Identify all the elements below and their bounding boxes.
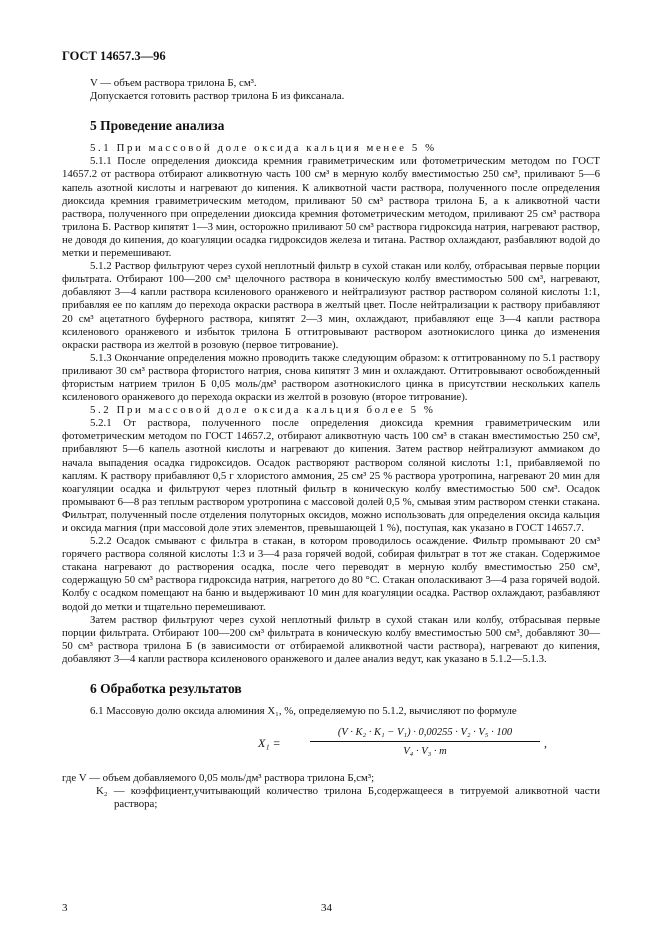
variable-definitions	[62, 772, 600, 811]
definition-v: где V — объем добавляемого 0,05 моль/дм³ раствора трилона Б,см³;	[62, 772, 375, 785]
paragraph-5-1-3: 5.1.3 Окончание определения можно проводить также следующим образом: к оттитрованному по 5.1 раствору приливают 30 см³ раствора фтористого натрия, снова кипятят 3 мин и охлаждают. Оттитровывают освобожденный фтористым натрием трилон Б 0,05 моль/дм³ раствором азотнокислого цинка в присутствии нескольких капель ксиленового оранжевого до перехода окраски из желтой в розовую (второе титрование).	[62, 351, 600, 404]
formula-x1	[62, 724, 600, 766]
page-number: 34	[321, 902, 332, 914]
document-header: ГОСТ 14657.3—96	[62, 49, 166, 63]
subsection-5-1-heading: 5.1 При массовой доле оксида кальция менее 5 %	[90, 142, 437, 155]
formula-denominator: V₄ · V₃ · m	[403, 746, 447, 758]
paragraph-5-2-2: 5.2.2 Осадок смывают с фильтра в стакан, в котором проводилось осаждение. Фильтр промывают 20 см³ горячего раствора соляной кислоты 1:3 и 3—4 раза горячей водой, собирая фильтрат в тот же стакан. Содержимое стакана нагревают до растворения осадка, после чего переводят в мерную колбу вместимостью 250 см³, содержащую 50 см³ раствора гидроксида натрия, нагретого до 80 °С. Стакан ополаскивают 3—4 раза горячей водой. Колбу с осадком помещают на баню и выдерживают 10 мин для коагуляции осадка. Раствор охлаждают, разбавляют водой до метки и тщательно перемешивают.	[62, 535, 600, 613]
paragraph-filtration: Затем раствор фильтруют через сухой неплотный фильтр в сухой стакан или колбу, отбрасывая первые порции фильтрата. Отбирают 100—200 см³ фильтрата в коническую колбу вместимостью 500 см³, добавляют 30—50 см³ раствора трилона Б (в зависимости от отбираемой аликвотной части раствора), нагревают до кипения, добавляют 3—4 капли раствора ксиленового оранжевого и далее анализ ведут, как указано в 5.1.2—5.1.3.	[62, 613, 600, 665]
subsection-5-2-heading: 5.2 При массовой доле оксида кальция более 5 %	[90, 404, 436, 417]
intro-line: V — объем раствора трилона Б, см³.	[90, 77, 257, 89]
paragraph-5-1-2: 5.1.2 Раствор фильтруют через сухой неплотный фильтр в сухой стакан или колбу, отбрасывая первые порции фильтрата. Отбирают 100—200 см³ щелочного раствора в коническую колбу вместимостью 500 см³, нагревают, добавляют 3—4 капли раствора ксиленового оранжевого и нейтрализуют раствор раствором соляной кислоты 1:1, прибавляя ее по каплям до перехода окраски раствора в желтый цвет. После нейтрализации к раствору прибавляют 20 см³ ацетатного буферного раствора, кипятят 2—3 мин, охлаждают, прибавляют еще 3—4 капли раствора ксиленового оранжевого и избыток трилона Б оттитровывают раствором азотнокислого цинка до изменения окраски раствора из желтой в розовую (первое титрование).	[62, 260, 600, 351]
formula-lhs: X₁ =	[258, 736, 281, 751]
footer-left-mark: 3	[62, 902, 68, 914]
document-body	[62, 77, 600, 812]
paragraph-5-2-1: 5.2.1 От раствора, полученного после определения диоксида кремния гравиметрическим или фотометрическим методом по ГОСТ 14657.2, отбирают аликвотную часть 100 см³ в стакан вместимостью 250 см³, прибавляют 5—6 капель азотной кислоты и нагревают до кипения. Затем раствор нейтрализуют аммиаком до начала выпадения осадка гидроксидов. Осадок растворяют раствором соляной кислоты 1:1, прибавляемой по каплям. К раствору прибавляют 0,5 г хлористого аммония, 25 см³ 25 % раствора уротропина, нагревают 20 мин для коагуляции осадка и фильтруют через плотный фильтр в коническую колбу вместимостью 500 см³. Осадок промывают 6—8 раз теплым раствором уротропина с массовой долей 0,5 %, смывая этим раствором стенки стакана. Фильтрат, полученный после отделения полуторных оксидов, можно использовать для определения оксида кальция и оксида магния (при массовой доле этих элементов, превышающей 1 %), поступая, как указано в ГОСТ 14657.7.	[62, 417, 600, 534]
paragraph-5-1-1: 5.1.1 После определения диоксида кремния гравиметрическим или фотометрическим методом по ГОСТ 14657.2 от раствора отбирают аликвотную часть 100 см³ в мерную колбу вместимостью 250 см³, приливают 5—6 капель азотной кислоты и нагревают до кипения. К аликвотной части раствора, полученного после определения диоксида кремния гравиметрическим методом, приливают 50 см³ раствора трилона Б, а к аликвотной части раствора, полученного при определении диоксида кремния фотометрическим методом, приливают 25 см³ раствора трилона Б. Раствор кипятят 1—3 мин, осторожно приливают 50 см³ раствора гидроксида натрия, нагревают раствор, не доводя до кипения, до коагуляции осадка гидроксидов железа и титана. Раствор охлаждают, разбавляют водой до метки и перемешивают.	[62, 155, 600, 260]
intro-line: Допускается готовить раствор трилона Б из фиксанала.	[90, 90, 345, 103]
section-5-title: 5 Проведение анализа	[90, 118, 225, 134]
section-6-title: 6 Обработка результатов	[90, 681, 242, 697]
fraction-bar	[310, 741, 540, 742]
definition-k2: K₂ — коэффициент,учитывающий количество трилона Б,содержащееся в титруемой аликвотной части раствора;	[96, 785, 600, 811]
formula-comma: ,	[544, 736, 547, 751]
formula-numerator: (V · K₂ · K₁ − V₁) · 0,00255 · V₂ · V₅ · 100	[337, 727, 513, 739]
paragraph-6-1: 6.1 Массовую долю оксида алюминия X₁, %, определяемую по 5.1.2, вычисляют по формуле	[90, 705, 517, 718]
